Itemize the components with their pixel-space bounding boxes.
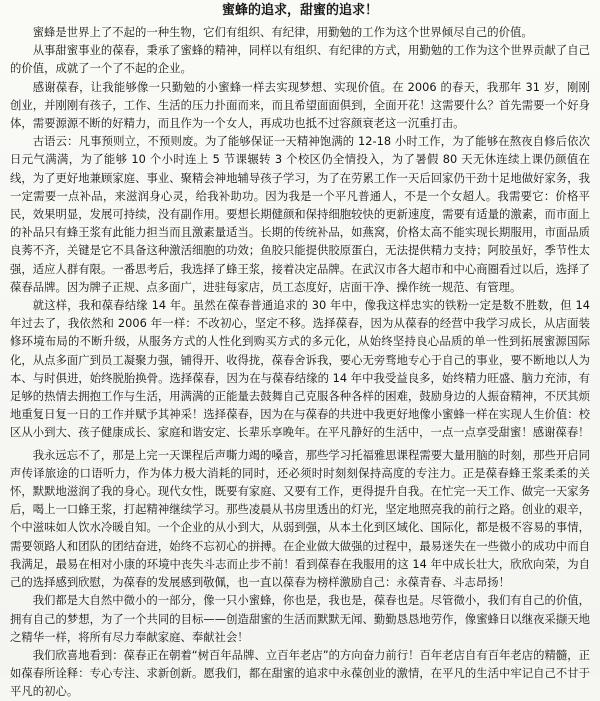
paragraph-5: 就这样，我和葆春结缘 14 年。虽然在葆春普通追求的 30 年中，像我这样忠实的铁粉一定是数不胜数，但 14 年过去了，我依然和 2006 年一样：不改初心，坚定不移。选择葆春，因为从葆春的经营中我学习成长，从店面装修环境布局的不断升级，从服务方式的人性化到购买方式的多元化，从始终坚持良心品质的单一性到拓展蜜源国际化，从点多面广到员工凝聚力强，铺得开、收得拢，葆春舍诉我，要心无旁骛地专心于自己的事业，要不断地以人为本、与时俱进，始终脱胎换骨。选择葆春，因为在与葆春结缘的 14 年中我受益良多，始终精力旺盛、脑力充沛，有足够的热情去拥抱工作与生活，用满满的正能量去鼓舞自己克服各种各样的困难，鼓励身边的人振奋精神，不厌其烦地重复日复一日的工作并赋予其神采！选择葆春，因为在与葆春的共进中我更好地像小蜜蜂一样在实现人生价值：校区从小到大、孩子健康成长、家庭和谐安定、长辈乐享晚年。在平凡静好的生活中，一点一点享受甜蜜！感谢葆春！ bbox=[10, 298, 590, 440]
paragraph-7: 我们都是大自然中微小的一部分，像一只小蜜蜂，你也是，我也是，葆春也是。尽管微小，我们有自己的价值，拥有自己的梦想，为了一个共同的目标——创造甜蜜的生活而默默无闻、勤勤恳恳地劳作，像蜜蜂日以继夜采撷天地之精华一样，将所有尽力奉献家庭、奉献社会！ bbox=[10, 593, 590, 644]
paragraph-1: 蜜蜂是世界上了不起的一种生物，它们有组织、有纪律，用勤勉的工作为这个世界倾尽自己的价值。 bbox=[32, 25, 533, 39]
document-title: 蜜蜂的追求，甜蜜的追求！ bbox=[221, 3, 378, 18]
paragraph-8: 我们欣喜地看到：葆春正在朝着“树百年品牌、立百年老店”的方向奋力前行！百年老店自有百年老店的精髓，正如葆春所诠释：专心专注、求新创新。愿我们，都在甜蜜的追求中永葆创业的激情，在平凡的生活中牢记自己不甘于平凡的初心。 bbox=[10, 647, 590, 699]
paragraph-4: 古语云：凡事预则立，不预则废。为了能够保证一天精神饱满的 12-18 小时工作，为了能够在熬夜自修后依次日元气满满，为了能够 10 个小时连上 5 节课辗转 3 个校区仍全情投入，为了暑假 80 天无休连续上课仍颜值在线，为了更好地兼顾家庭、事业、聚精会神地辅导孩子学习，为了在劳累工作一天后回家仍干劲十足地做好家务，我一定需要一点补品，来滋润身心灵，给我补助功。因为我是一个平凡普通人，不是一个女超人。我需要它：价格平民，效果明显，发展可持续，没有副作用。要想长期健颜和保持细胞较快的更新速度，需要有适量的激素，而市面上的补品只有蜂王浆有此能力担当而且激素量适当。长期的传统补品，如燕窝，价格太高不能实现长期服用，市面品质良莠不齐，关键是它不具备这种激活细胞的功效；鱼胶只能提供胶原蛋白，无法提供精力支持；阿胶虽好，季节性太强，适应人群有限。一番思考后，我选择了蜂王浆，接着决定品牌。在武汉市各大超市和中心商圈看过以后，选择了葆春品牌。因为牌子正规、点多面广，进驻每家店，员工态度好，店面干净、操作统一规范、有管理。 bbox=[10, 134, 590, 294]
paragraph-6: 我永远忘不了，那是上完一天课程后声嘶力竭的嗓音，那些学习托福雅思课程需要大量用脑的时刻，那些开启同声传译旅途的口语听力，作为体力极大消耗的同时，还必须时时刻刻保持高度的专注力。正是葆春蜂王浆柔柔的关怀，默默地滋润了我的身心。现代女性，既要有家庭、又要有工作，更得提升自我。在忙完一天工作、做完一天家务后，喝上一口蜂王浆，打起精神继续学习。那些凌晨从书房里透出的灯光，坚定地照亮我的前行之路。创业的艰辛，个中滋味如人饮水冷暖自知。一个企业的从小到大，从弱到强，从本土化到区域化、国际化，都是极不容易的事情，需要领路人和团队的团结奋进，始终不忘初心的拼搏。在企业做大做强的过程中，最易迷失在一些微小的成功中而自我满足，最易在相对小康的环境中丧失斗志而止步不前！看到葆春在我服用的这 14 年中成长壮大，欣欣向荣，为自己的选择感到欣慰，为葆春的发展感到敬佩，也一直以葆春为榜样激励自己：永葆青春、斗志昂扬！ bbox=[10, 447, 590, 590]
paragraph-2: 从事甜蜜事业的葆春，秉承了蜜蜂的精神，同样以有组织、有纪律的方式，用勤勉的工作为这个世界贡献了自己的价值，成就了一个了不起的企业。 bbox=[10, 43, 590, 76]
paragraph-3: 感谢葆春，让我能够像一只勤勉的小蜜蜂一样去实现梦想、实现价值。在 2006 的春天，我那年 31 岁，刚刚创业，并刚刚有孩子，工作、生活的压力扑面而来，而且希望面面俱到，全面开花！这需要什么？首先需要一个好身体，需要源源不断的好精力，而且作为一个女人，再成功也抵不过容颜衰老这一沉重打击。 bbox=[10, 79, 590, 131]
